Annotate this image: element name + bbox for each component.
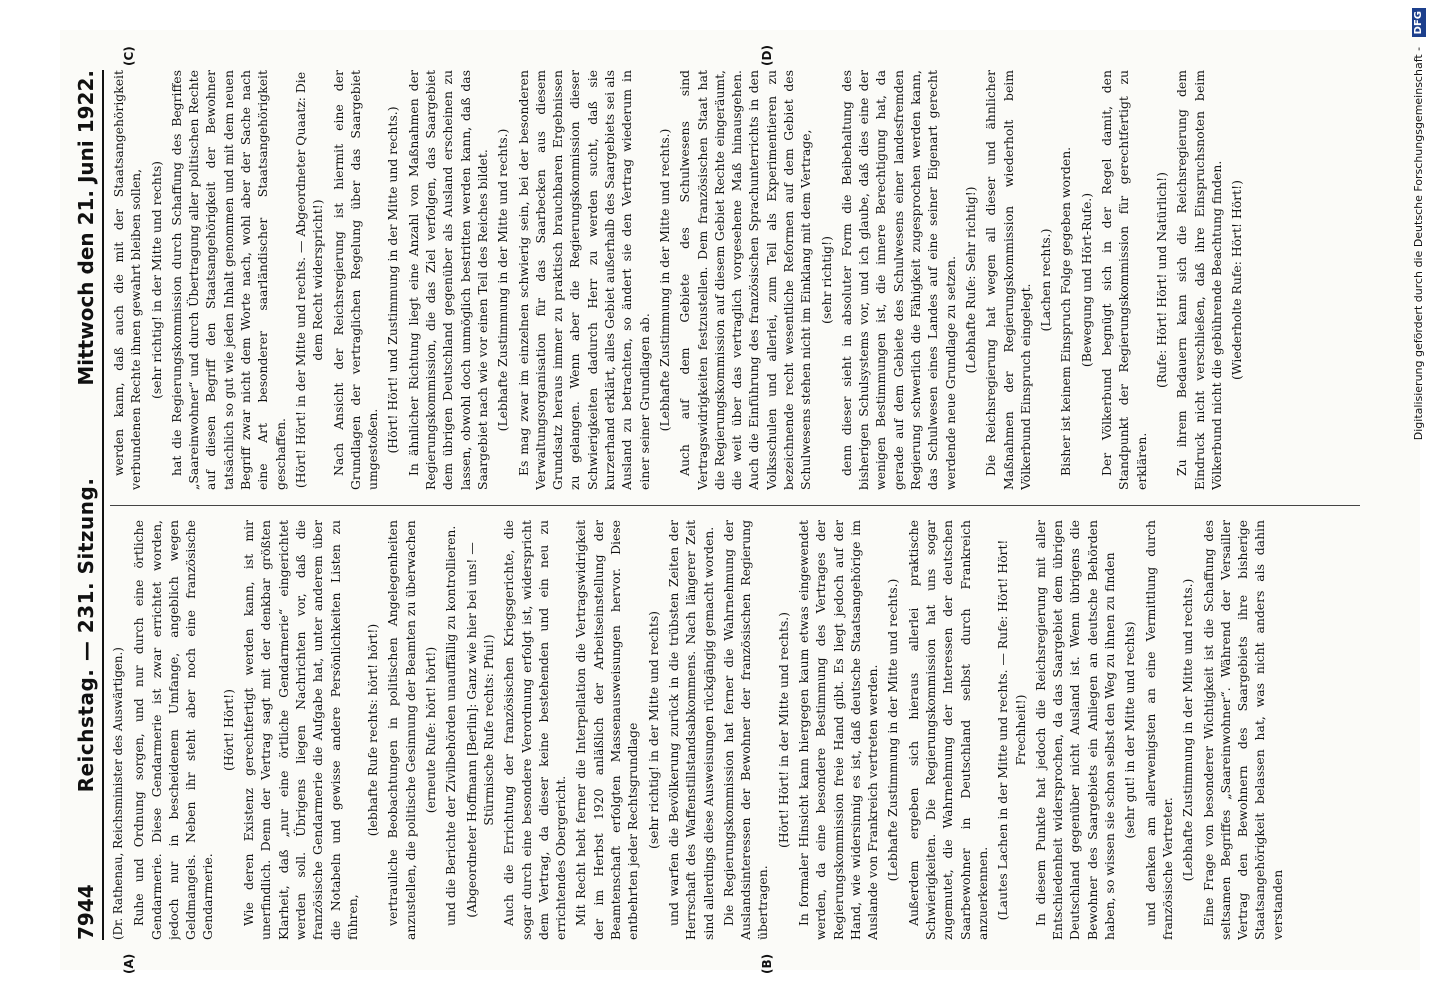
interjection: (lebhafte Rufe rechts: hört! hört!) [365, 623, 381, 837]
right-paragraphs [110, 70, 1245, 490]
margin-marker-d: (D) [760, 45, 774, 66]
paragraph: und warfen die Bevölkerung zurück in die trübsten Zeiten der Herrschaft des Waffenstillstandsabkommens. Nach längerer Zeit sind allerdings diese Ausweisungen rückgängig gemacht worden. [665, 520, 716, 940]
interjection: (Lebhafte Zustimmung in der Mitte und rechts.) [1180, 578, 1196, 882]
paragraph: Wie deren Existenz gerechtfertigt werden kann, ist mir unerfindlich. Denn der Vertrag sagt mit der denkbar größten Klarheit, daß „nur eine örtliche Gendarmerie“ eingerichtet werden soll. Übrigens liegen Nachrichten vor, daß die französische Gendarmerie die Aufgabe hat, unter anderem über die Notabeln und gewisse andere Persönlichkeiten Listen zu führen, [241, 520, 360, 940]
paragraph: Auch die Errichtung der französischen Kriegsgerichte, die sogar durch eine besondere Verordnung erfolgt ist, widerspricht dem Vertrag, da dieser keine bestehenden und ein neu zu errichtendes Obergericht. [501, 520, 569, 940]
text-column-right [110, 70, 1370, 490]
interjection: (sehr richtig! in der Mitte und rechts) [148, 160, 164, 400]
interjection: (Abgeordneter Hoffmann [Berlin]: Ganz wie hier bei uns! — Stürmische Rufe rechts: Pfui!) [463, 542, 496, 918]
interjection: (sehr gut! in der Mitte und rechts) [1122, 621, 1138, 839]
paragraph: Die Reichsregierung hat wegen all dieser und ähnlicher Maßnahmen der Regierungskommission wiederholt beim Völkerbund Einspruch eingelegt. [983, 70, 1033, 490]
interjection: (Wiederholte Rufe: Hört! Hört!) [1229, 180, 1245, 380]
interjection: (Lebhafte Rufe: Sehr richtig!) [962, 186, 978, 374]
interjection: (Lebhafte Zustimmung in der Mitte und rechts.) [656, 128, 672, 432]
session-date: Mittwoch den 21. Juni 1922. [74, 70, 98, 386]
interjection: (Hört! Hört!) [220, 689, 236, 771]
page-header [70, 70, 104, 940]
interjection: (Lachen rechts.) [1038, 228, 1054, 332]
digitization-note [1408, 8, 1430, 992]
paragraph: Eine Frage von besonderer Wichtigkeit ist die Schaffung des seltsamen Begriffes „Saareinwohner“. Während der Versailler Vertrag den Bewohnern des Saargebiets ihre bisherige Staatsangehörigkeit belassen hat, was nicht anders als dahin verstanden [1200, 520, 1285, 940]
interjection: (Lautes Lachen in der Mitte und rechts. — Rufe: Hört! Hört! Frechheit!) [995, 539, 1028, 921]
interjection: (erneute Rufe: hört! hört!) [423, 646, 439, 814]
speaker-line: (Dr. Rathenau, Reichsminister des Auswärtigen.) [111, 647, 125, 940]
paragraph: Außerdem ergeben sich hieraus allerlei praktische Schwierigkeiten. Die Regierungskommission hat uns sogar zugemutet, die Wahrnehmung der Interessen der deutschen Saarbewohner in Deutschland selbst durch Frankreich anzuerkennen. [905, 520, 990, 940]
paragraph: Mit Recht hebt ferner die Interpellation die Vertragswidrigkeit der im Herbst 1920 anläßlich der Arbeitseinstellung der Beamtenschaft erfolgten Massenausweisungen hervor. Diese entbehrten jeder Rechtsgrundlage [573, 520, 641, 940]
scanned-page [60, 30, 1420, 974]
paragraph: In ähnlicher Richtung liegt eine Anzahl von Maßnahmen der Regierungskommission, die das Ziel verfolgen, das Saargebiet dem übrigen Deutschland gegenüber als Ausland erscheinen zu lassen, obwohl doch unmöglich bestritten werden kann, daß das Saargebiet nach wie vor einen Teil des Reiches bildet. [405, 70, 490, 490]
interjection: (Hört! Hört! in der Mitte und rechts.) [775, 612, 791, 849]
page-content [60, 30, 1390, 980]
paragraph: und die Berichte der Zivilbehörden unauffällig zu kontrollieren. [443, 525, 459, 926]
margin-marker-a: (A) [122, 953, 136, 974]
watermark-text: Digitalisierung gefördert durch die Deutsche Forschungsgemeinschaft - [1412, 46, 1425, 441]
paragraph: Zu ihrem Bedauern kann sich die Reichsregierung dem Eindruck nicht verschließen, daß ihre Einspruchsnoten beim Völkerbund nicht die gebührende Beachtung finden. [1174, 70, 1224, 490]
paragraph: Der Völkerbund begnügt sich in der Regel damit, den Standpunkt der Regierungskommission für gerechtfertigt zu erklären. [1099, 70, 1149, 490]
interjection: (Bewegung und Hört-Rufe.) [1078, 192, 1094, 368]
paragraph: Bisher ist keinem Einspruch Folge gegeben worden. [1058, 146, 1074, 476]
paragraph: werden kann, daß auch die mit der Staatsangehörigkeit verbundenen Rechte ihnen gewahrt bleiben sollen, [111, 70, 144, 490]
paragraph: Nach Ansicht der Reichsregierung ist hiermit eine der Grundlagen der vertraglichen Regelung über das Saargebiet umgestoßen. [330, 70, 381, 490]
paragraph: hat die Regierungskommission durch Schaffung des Begriffes „Saareinwohner“ und durch Übertragung aller politischen Rechte auf diesen Begriff den Staatsangehörigkeit der Bewohner tatsächlich so gut wie jeden Inhalt genommen und mit dem neuen Begriff zwar nicht dem Worte nach, wohl aber der Sache nach eine Art besonderer saarländischer Staatsangehörigkeit geschaffen. [168, 70, 288, 490]
margin-marker-b: (B) [760, 953, 774, 974]
paragraph: und denken am allerwenigsten an eine Vermittlung durch französische Vertreter. [1142, 520, 1175, 940]
paragraph: Auch auf dem Gebiete des Schulwesens sind Vertragswidrigkeiten festzustellen. Dem französischen Staat hat die Regierungskommission auf diesem Gebiet Rechte eingeräumt, die weit über das vertraglich vorgesehene Maß hinausgehen. Auch die Einführung des französischen Sprachunterrichts in den Volksschulen und allerlei, zum Teil als Experimentieren zu bezeichnende recht wesentliche Reformen auf dem Gebiet des Schulwesens stehen nicht im Einklang mit dem Vertrage, [677, 70, 814, 490]
session-title: Reichstag. — 231. Sitzung. [74, 477, 98, 793]
interjection: (Hört! Hört! und Zustimmung in der Mitte und rechts.) [385, 106, 401, 454]
interjection: (Hört! Hört! in der Mitte und rechts. — Abgeordneter Quaatz: Die dem Recht widerspricht!) [292, 71, 326, 489]
paragraph: denn dieser sieht in absoluter Form die Beibehaltung des bisherigen Schulsystems vor, und ich glaube, daß dies eine der wenigen Bestimmungen ist, die innere Berechtigung hat, da gerade auf dem Gebiete des Schulwesens einer landesfremden Regierung schwerlich die Fähigkeit zugesprochen werden kann, das Schulwesen eines Landes auf eine seiner Eigenart gerecht werdende neue Grundlage zu setzen. [838, 70, 958, 490]
page-number: 7944 [74, 884, 98, 940]
interjection: (Rufe: Hört! Hört! und Natürlich!) [1153, 172, 1169, 388]
interjection: (Lebhafte Zustimmung in der Mitte und rechts.) [885, 578, 901, 882]
interjection: (sehr richtig!) [818, 236, 834, 324]
left-paragraphs [130, 520, 1286, 940]
text-column-left [110, 520, 1370, 940]
interjection: (sehr richtig! in der Mitte und rechts) [645, 610, 661, 850]
paragraph: Ruhe und Ordnung sorgen, und nur durch eine örtliche Gendarmerie. Diese Gendarmerie ist zwar errichtet worden, jedoch nur in bescheidenem Umfange, angeblich wegen Geldmangels. Neben ihr steht aber noch eine französische Gendarmerie. [131, 520, 216, 940]
column-divider [110, 505, 1360, 506]
paragraph: Die Regierungskommission hat ferner die Wahrnehmung der Auslandsinteressen der Bewohner der französischen Regierung übertragen. [720, 520, 771, 940]
dfg-logo: DFG [1412, 8, 1426, 37]
paragraph: vertrauliche Beobachtungen in politischen Angelegenheiten anzustellen, die politische Gesinnung der Beamten zu überwachen [385, 520, 418, 940]
paragraph: In formaler Hinsicht kann hiergegen kaum etwas eingewendet werden, da eine besondere Bestimmung des Vertrages der Regierungskommission freie Hand gibt. Es liegt jedoch auf der Hand, wie widersinnig es ist, daß deutsche Staatsangehörige im Auslande von Frankreich vertreten werden. [795, 520, 881, 940]
paragraph: Es mag zwar im einzelnen schwierig sein, bei der besonderen Verwaltungsorganisation für das Saarbecken aus diesem Grundsatz heraus immer zu praktisch brauchbaren Ergebnissen zu gelangen. Wenn aber die Regierungskommission dieser Schwierigkeiten dadurch Herr zu werden sucht, daß sie kurzerhand erklärt, alles Gebiet außerhalb des Saargebiets sei als Ausland zu betrachten, so ändert sie den Vertrag wiederum in einer seiner Grundlagen ab. [515, 70, 652, 490]
interjection: (Lebhafte Zustimmung in der Mitte und rechts.) [495, 128, 511, 432]
paragraph: In diesem Punkte hat jedoch die Reichsregierung mit aller Entschiedenheit widersprochen, da das Saargebiet dem übrigen Deutschland gegenüber nicht Ausland ist. Wenn übrigens die Bewohner des Saargebiets ein Anliegen an deutsche Behörden haben, so wissen sie schon selbst den Weg zu ihnen zu finden [1032, 520, 1118, 940]
margin-marker-c: (C) [122, 46, 136, 66]
